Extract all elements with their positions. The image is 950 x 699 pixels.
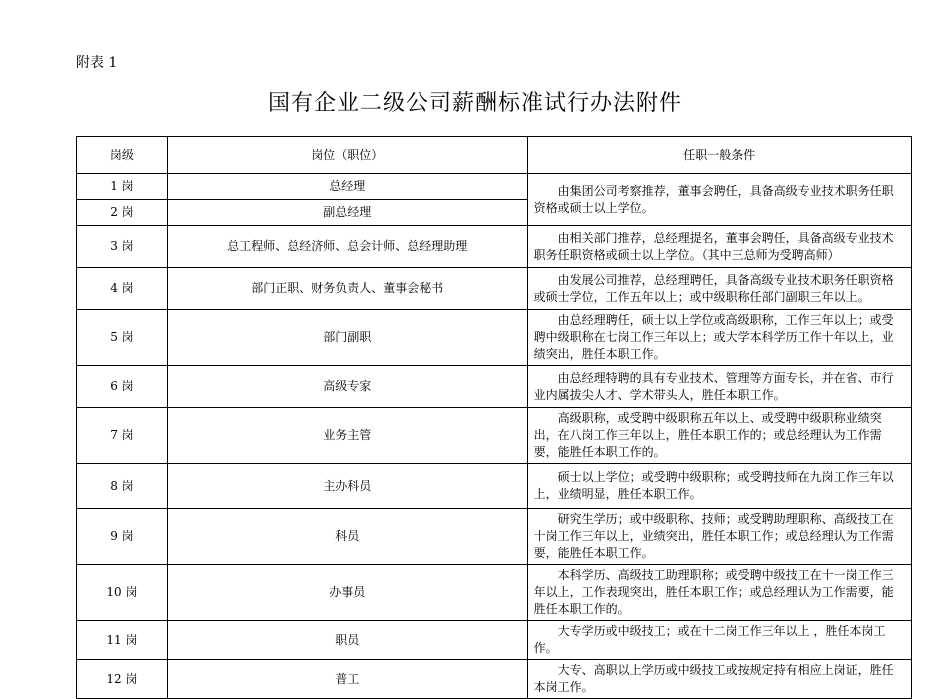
table-row	[77, 226, 912, 268]
conditions-cell: 硕士以上学位；或受聘中级职称；或受聘技师在九岗工作三年以上，业绩明显，胜任本职工作。	[527, 464, 911, 509]
conditions-cell: 研究生学历；或中级职称、技师；或受聘助理职称、高级技工在十岗工作三年以上，业绩突出，胜任本职工作；或总经理认为工作需要，能胜任本职工作。	[527, 509, 911, 565]
position-cell: 部门正职、财务负责人、董事会秘书	[167, 268, 527, 310]
level-cell: 6 岗	[77, 366, 168, 408]
position-cell: 副总经理	[167, 200, 527, 226]
level-cell: 10 岗	[77, 565, 168, 621]
appendix-label: 附表 1	[76, 55, 118, 71]
conditions-cell: 高级职称，或受聘中级职称五年以上、或受聘中级职称业绩突出，在八岗工作三年以上，胜任本职工作的；或总经理认为工作需要，能胜任本职工作的。	[527, 408, 911, 464]
position-cell: 主办科员	[167, 464, 527, 509]
conditions-cell: 大专、高职以上学历或中级技工或按规定持有相应上岗证，胜任本岗工作。	[527, 660, 911, 699]
level-cell: 11 岗	[77, 621, 168, 660]
position-cell: 高级专家	[167, 366, 527, 408]
table-row	[77, 464, 912, 509]
position-cell: 科员	[167, 509, 527, 565]
table-row	[77, 408, 912, 464]
table-row	[77, 509, 912, 565]
conditions-cell: 本科学历、高级技工助理职称；或受聘中级技工在十一岗工作三年以上，工作表现突出，胜任本职工作；或总经理认为工作需要，能胜任本职工作的。	[527, 565, 911, 621]
conditions-cell: 由相关部门推荐，总经理提名，董事会聘任，具备高级专业技术职务任职资格或硕士以上学位。（其中三总师为受聘高师）	[527, 226, 911, 268]
table-row	[77, 565, 912, 621]
position-cell: 普工	[167, 660, 527, 699]
position-cell: 办事员	[167, 565, 527, 621]
conditions-cell: 由发展公司推荐，总经理聘任，具备高级专业技术职务任职资格或硕士学位，工作五年以上；或中级职称任部门副职三年以上。	[527, 268, 911, 310]
conditions-cell: 由集团公司考察推荐，董事会聘任，具备高级专业技术职务任职资格或硕士以上学位。	[527, 174, 911, 226]
level-cell: 9 岗	[77, 509, 168, 565]
level-cell: 2 岗	[77, 200, 168, 226]
header-level: 岗级	[77, 137, 168, 174]
conditions-cell: 大专学历或中级技工；或在十二岗工作三年以上 ，胜任本岗工作。	[527, 621, 911, 660]
conditions-cell: 由总经理特聘的具有专业技术、管理等方面专长，并在省、市行业内属拔尖人才、学术带头人，胜任本职工作。	[527, 366, 911, 408]
level-cell: 4 岗	[77, 268, 168, 310]
level-cell: 5 岗	[77, 310, 168, 366]
position-cell: 职员	[167, 621, 527, 660]
table-row	[77, 310, 912, 366]
qualification-table	[76, 136, 912, 699]
level-cell: 1 岗	[77, 174, 168, 200]
level-cell: 12 岗	[77, 660, 168, 699]
position-cell: 业务主管	[167, 408, 527, 464]
level-cell: 8 岗	[77, 464, 168, 509]
table-row	[77, 268, 912, 310]
conditions-cell: 由总经理聘任，硕士以上学位或高级职称，工作三年以上；或受聘中级职称在七岗工作三年以上；或大学本科学历工作十年以上，业绩突出，胜任本职工作。	[527, 310, 911, 366]
level-cell: 3 岗	[77, 226, 168, 268]
level-cell: 7 岗	[77, 408, 168, 464]
table-row	[77, 621, 912, 660]
table-row	[77, 366, 912, 408]
table-row	[77, 174, 912, 200]
position-cell: 部门副职	[167, 310, 527, 366]
position-cell: 总经理	[167, 174, 527, 200]
header-position: 岗位（职位）	[167, 137, 527, 174]
table-row	[77, 660, 912, 699]
table-header-row	[77, 137, 912, 174]
page-title: 国有企业二级公司薪酬标准试行办法附件	[267, 91, 682, 116]
position-cell: 总工程师、总经济师、总会计师、总经理助理	[167, 226, 527, 268]
header-conditions: 任职一般条件	[527, 137, 911, 174]
